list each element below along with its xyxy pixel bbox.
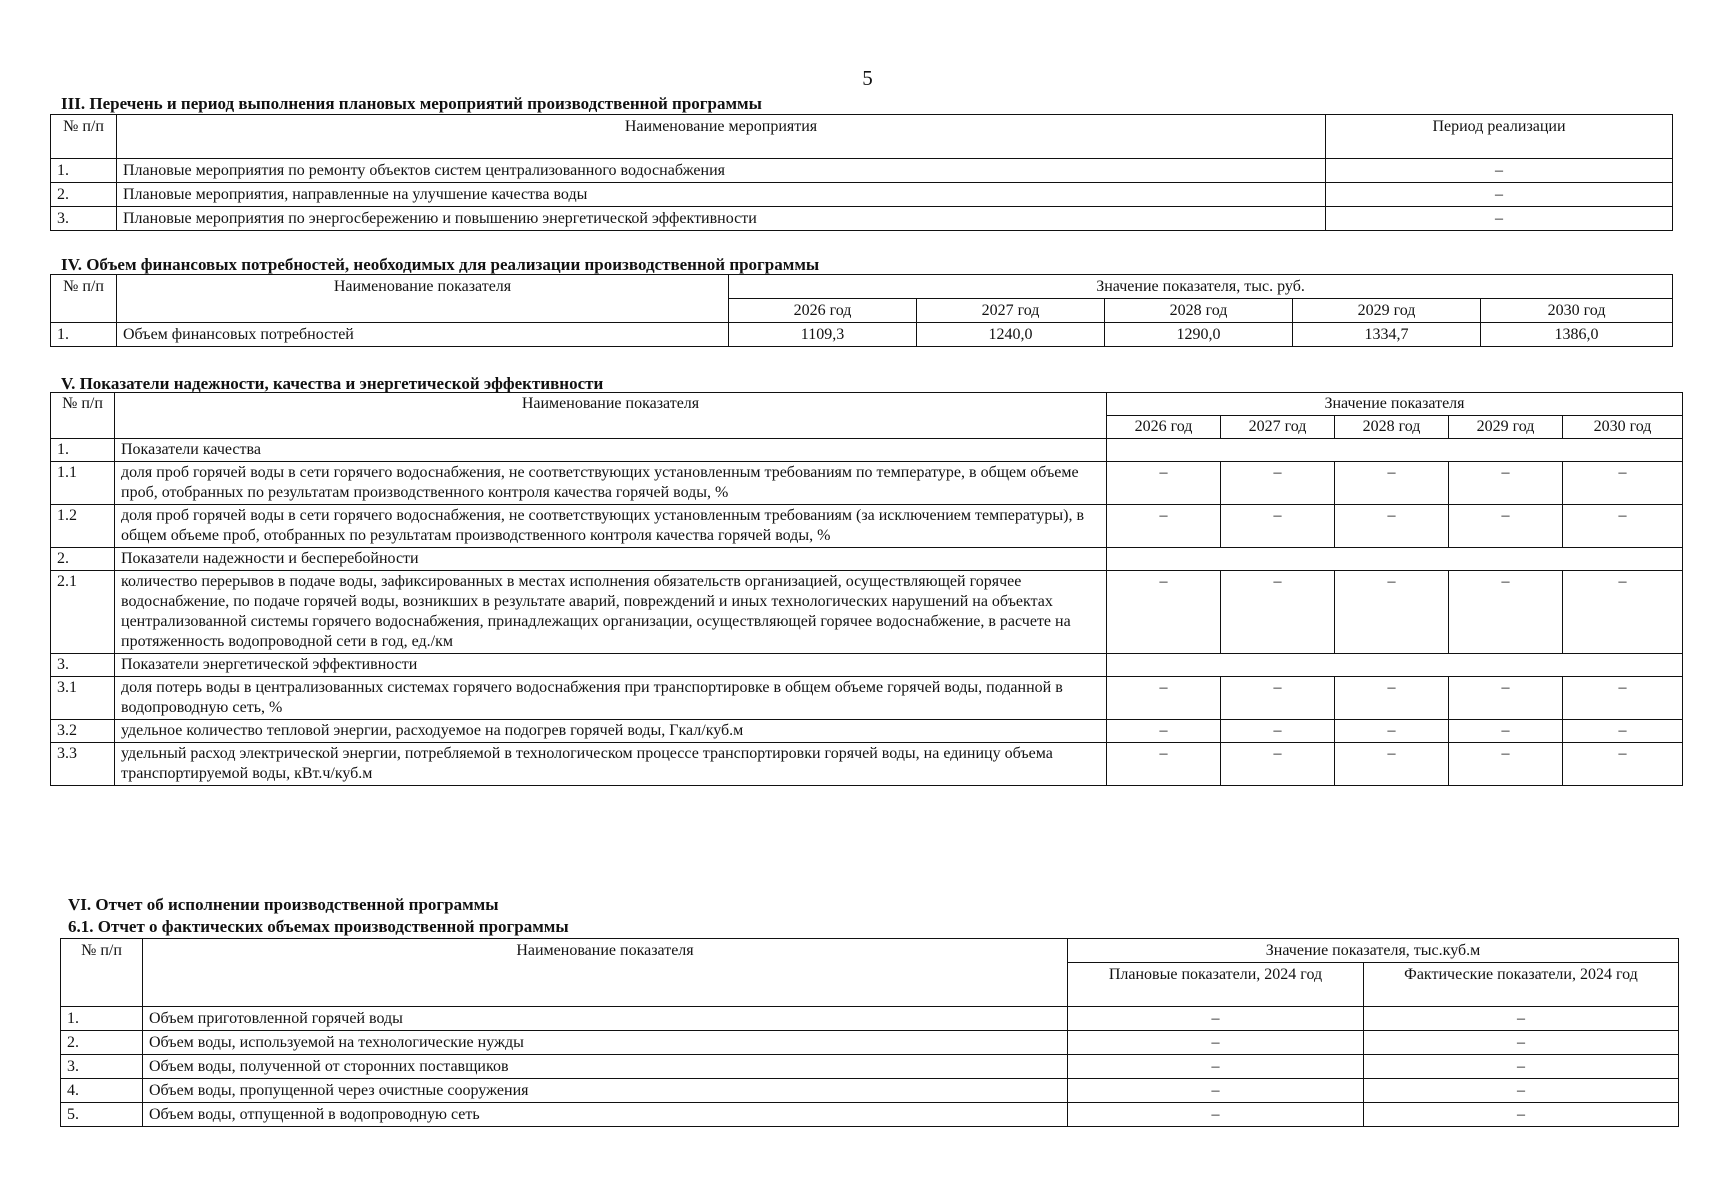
value-cell: 1109,3 <box>729 323 917 347</box>
period-value: – <box>1326 207 1673 231</box>
plan-value: – <box>1068 1055 1364 1079</box>
ind-header-name: Наименование показателя <box>115 393 1107 439</box>
row-number: 5. <box>61 1103 143 1127</box>
row-number: 3.3 <box>51 743 115 786</box>
value-cell: 1290,0 <box>1105 323 1293 347</box>
row-number: 3. <box>61 1055 143 1079</box>
table-row <box>51 720 1683 743</box>
fact-value: – <box>1364 1103 1679 1127</box>
indicator-name: Объем воды, пропущенной через очистные сооружения <box>143 1079 1068 1103</box>
fact-value: – <box>1364 1031 1679 1055</box>
year-header: 2030 год <box>1481 299 1673 323</box>
page-number: 5 <box>862 66 873 90</box>
value-cell: – <box>1221 462 1335 505</box>
indicator-name: Объем воды, используемой на технологические нужды <box>143 1031 1068 1055</box>
value-cell: – <box>1563 462 1683 505</box>
row-number: 2.1 <box>51 571 115 654</box>
value-cell: – <box>1449 743 1563 786</box>
value-cell: – <box>1563 571 1683 654</box>
group-title: Показатели энергетической эффективности <box>115 654 1107 677</box>
row-number: 1. <box>51 439 115 462</box>
year-header: 2028 год <box>1105 299 1293 323</box>
value-cell: – <box>1449 720 1563 743</box>
empty-cell <box>1107 439 1683 462</box>
value-cell: – <box>1221 720 1335 743</box>
group-title: Показатели качества <box>115 439 1107 462</box>
indicator-name: Объем финансовых потребностей <box>117 323 729 347</box>
vol-header-name: Наименование показателя <box>143 939 1068 1007</box>
value-cell: – <box>1563 743 1683 786</box>
table-row <box>61 1031 1679 1055</box>
period-value: – <box>1326 159 1673 183</box>
value-cell: – <box>1221 505 1335 548</box>
row-number: 3.1 <box>51 677 115 720</box>
value-cell: 1240,0 <box>917 323 1105 347</box>
value-cell: – <box>1107 505 1221 548</box>
row-number: 2. <box>51 183 117 207</box>
indicator-name: удельное количество тепловой энергии, расходуемое на подогрев горячей воды, Гкал/куб.м <box>115 720 1107 743</box>
value-cell: – <box>1449 505 1563 548</box>
vol-header-number: № п/п <box>61 939 143 1007</box>
year-header: 2030 год <box>1563 416 1683 439</box>
row-number: 4. <box>61 1079 143 1103</box>
fact-value: – <box>1364 1007 1679 1031</box>
row-number: 1.1 <box>51 462 115 505</box>
value-cell: – <box>1335 505 1449 548</box>
vol-header-fact: Фактические показатели, 2024 год <box>1364 963 1679 1007</box>
section-6-1-title: 6.1. Отчет о фактических объемах производственной программы <box>68 917 569 936</box>
table-row <box>61 1103 1679 1127</box>
table-row <box>51 677 1683 720</box>
table-actual-volumes <box>60 938 1679 1127</box>
table-row <box>61 1007 1679 1031</box>
vol-header-plan: Плановые показатели, 2024 год <box>1068 963 1364 1007</box>
year-header: 2027 год <box>1221 416 1335 439</box>
section-3-title: III. Перечень и период выполнения плановых мероприятий производственной программы <box>61 94 762 113</box>
ind-header-value: Значение показателя <box>1107 393 1683 416</box>
group-title: Показатели надежности и бесперебойности <box>115 548 1107 571</box>
table-row <box>51 505 1683 548</box>
value-cell: – <box>1221 743 1335 786</box>
section-6-title: VI. Отчет об исполнении производственной программы <box>68 895 499 914</box>
empty-cell <box>1107 548 1683 571</box>
value-cell: – <box>1449 462 1563 505</box>
measure-name: Плановые мероприятия по ремонту объектов систем централизованного водоснабжения <box>117 159 1326 183</box>
year-header: 2026 год <box>1107 416 1221 439</box>
table-indicators <box>50 392 1683 786</box>
indicator-name: удельный расход электрической энергии, потребляемой в технологическом процессе транспортировки горячей воды, на единицу объема транспортируемой воды, кВт.ч/куб.м <box>115 743 1107 786</box>
table-row <box>51 183 1673 207</box>
plan-value: – <box>1068 1007 1364 1031</box>
value-cell: – <box>1107 571 1221 654</box>
measure-name: Плановые мероприятия по энергосбережению и повышению энергетической эффективности <box>117 207 1326 231</box>
year-header: 2029 год <box>1293 299 1481 323</box>
value-cell: – <box>1107 677 1221 720</box>
fact-value: – <box>1364 1079 1679 1103</box>
row-number: 1. <box>51 323 117 347</box>
row-number: 1. <box>61 1007 143 1031</box>
empty-cell <box>1107 654 1683 677</box>
row-number: 2. <box>61 1031 143 1055</box>
value-cell: – <box>1563 720 1683 743</box>
group-row <box>51 654 1683 677</box>
group-row <box>51 548 1683 571</box>
indicator-name: Объем воды, отпущенной в водопроводную сеть <box>143 1103 1068 1127</box>
table-row <box>51 207 1673 231</box>
value-cell: – <box>1449 571 1563 654</box>
table-planned-measures <box>50 114 1673 231</box>
table-row <box>51 323 1673 347</box>
plan-value: – <box>1068 1103 1364 1127</box>
value-cell: – <box>1221 571 1335 654</box>
indicator-name: доля проб горячей воды в сети горячего водоснабжения, не соответствующих установленным требованиям (за исключением температуры), в общем объеме проб, отобранных по результатам производственного контроля качества горячей воды, % <box>115 505 1107 548</box>
table-row <box>51 159 1673 183</box>
section-5-title: V. Показатели надежности, качества и энергетической эффективности <box>61 374 604 393</box>
row-number: 1. <box>51 159 117 183</box>
indicator-name: доля проб горячей воды в сети горячего водоснабжения, не соответствующих установленным требованиям по температуре, в общем объеме проб, отобранных по результатам производственного контроля качества горячей воды, % <box>115 462 1107 505</box>
indicator-name: количество перерывов в подаче воды, зафиксированных в местах исполнения обязательств организацией, осуществляющей горячее водоснабжение, по подаче горячей воды, возникших в результате аварий, повреждений и иных технологических нарушений на объектах централизованной системы горячего водоснабжения, принадлежащих организации, осуществляющей горячее водоснабжение, в расчете на протяженность водопроводной сети в год, ед./км <box>115 571 1107 654</box>
year-header: 2028 год <box>1335 416 1449 439</box>
value-cell: – <box>1449 677 1563 720</box>
table-row <box>61 1055 1679 1079</box>
value-cell: 1334,7 <box>1293 323 1481 347</box>
value-cell: – <box>1335 743 1449 786</box>
plan-value: – <box>1068 1079 1364 1103</box>
value-cell: 1386,0 <box>1481 323 1673 347</box>
row-number: 3.2 <box>51 720 115 743</box>
fin-header-value: Значение показателя, тыс. руб. <box>729 275 1673 299</box>
value-cell: – <box>1107 720 1221 743</box>
row-number: 2. <box>51 548 115 571</box>
value-cell: – <box>1563 505 1683 548</box>
year-header: 2027 год <box>917 299 1105 323</box>
group-row <box>51 439 1683 462</box>
value-cell: – <box>1221 677 1335 720</box>
value-cell: – <box>1335 677 1449 720</box>
table-row <box>51 743 1683 786</box>
vol-header-value: Значение показателя, тыс.куб.м <box>1068 939 1679 963</box>
period-value: – <box>1326 183 1673 207</box>
row-number: 3. <box>51 207 117 231</box>
value-cell: – <box>1107 462 1221 505</box>
col-header-number: № п/п <box>51 115 117 159</box>
indicator-name: Объем приготовленной горячей воды <box>143 1007 1068 1031</box>
value-cell: – <box>1335 571 1449 654</box>
section-4-title: IV. Объем финансовых потребностей, необходимых для реализации производственной программы <box>61 255 820 274</box>
table-row <box>51 571 1683 654</box>
col-header-measure-name: Наименование мероприятия <box>117 115 1326 159</box>
indicator-name: Объем воды, полученной от сторонних поставщиков <box>143 1055 1068 1079</box>
value-cell: – <box>1563 677 1683 720</box>
table-row <box>51 462 1683 505</box>
indicator-name: доля потерь воды в централизованных системах горячего водоснабжения при транспортировке в общем объеме горячей воды, поданной в водопроводную сеть, % <box>115 677 1107 720</box>
value-cell: – <box>1335 720 1449 743</box>
measure-name: Плановые мероприятия, направленные на улучшение качества воды <box>117 183 1326 207</box>
fin-header-name: Наименование показателя <box>117 275 729 323</box>
row-number: 1.2 <box>51 505 115 548</box>
table-financial-needs <box>50 274 1673 347</box>
fin-header-number: № п/п <box>51 275 117 323</box>
table-row <box>61 1079 1679 1103</box>
year-header: 2026 год <box>729 299 917 323</box>
col-header-period: Период реализации <box>1326 115 1673 159</box>
row-number: 3. <box>51 654 115 677</box>
fact-value: – <box>1364 1055 1679 1079</box>
value-cell: – <box>1335 462 1449 505</box>
year-header: 2029 год <box>1449 416 1563 439</box>
value-cell: – <box>1107 743 1221 786</box>
ind-header-number: № п/п <box>51 393 115 439</box>
plan-value: – <box>1068 1031 1364 1055</box>
